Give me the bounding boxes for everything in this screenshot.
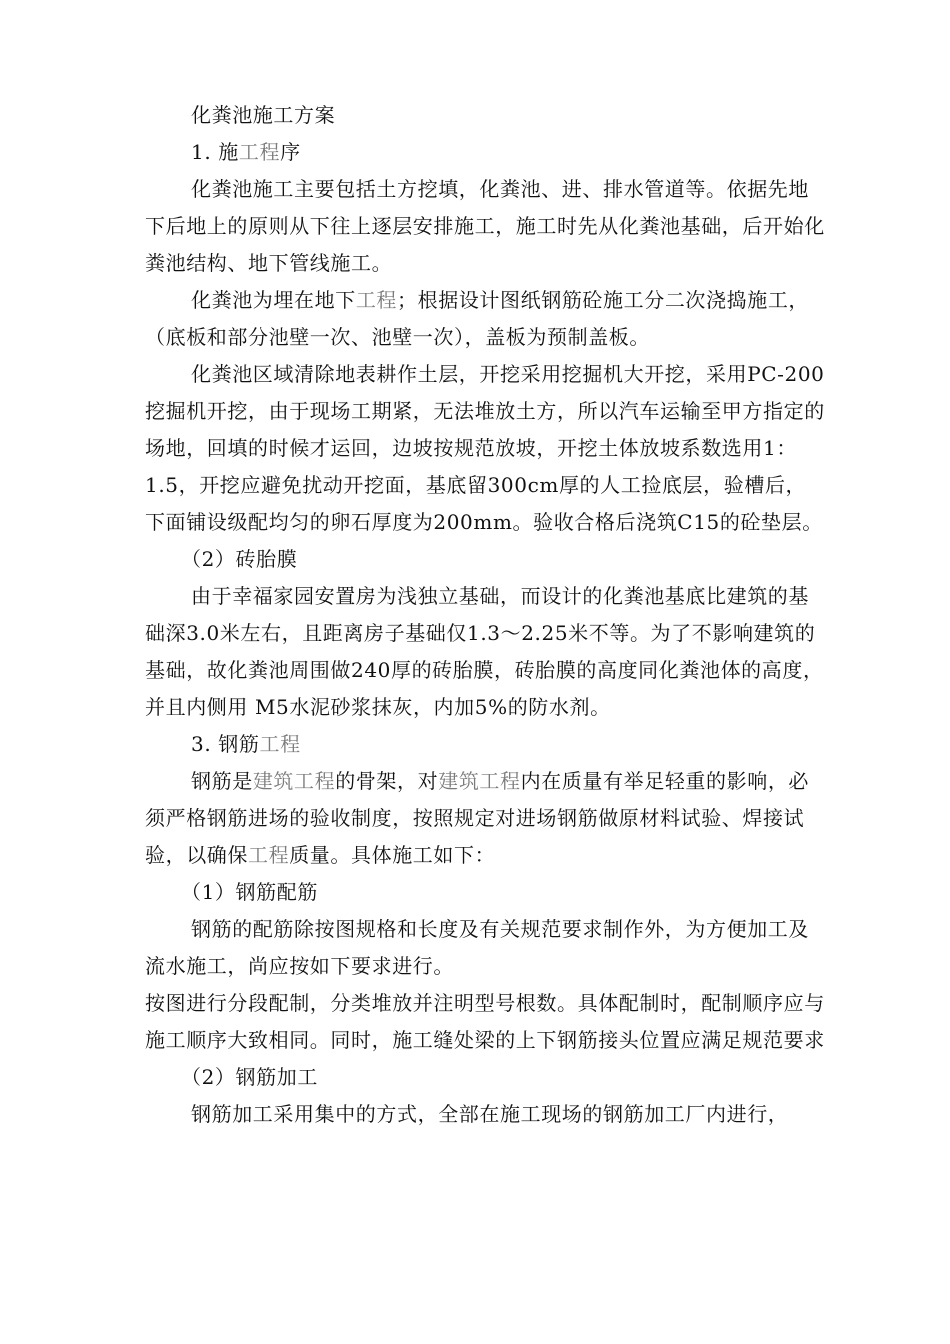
section-heading-rebar-works: 3. 钢筋工程 [191,732,301,756]
section-heading-rebar-configuration: （1）钢筋配筋 [181,880,318,904]
paragraph-brick-formwork: 由于幸福家园安置房为浅独立基础，而设计的化粪池基底比建筑的基础深3.0米左右，且距离房子基础仅1.3～2.25米不等。为了不影响建筑的基础，故化粪池周围做240厚的砖胎膜，砖胎膜的高度同化粪池体的高度，并且内侧用 M5水泥砂浆抹灰，内加5%的防水剂。 [145,584,824,719]
paragraph-rebar-processing: 钢筋加工采用集中的方式，全部在施工现场的钢筋加工厂内进行， [191,1102,789,1126]
section-heading-brick-formwork: （2）砖胎膜 [181,547,298,571]
keyword-link: 建筑工程 [438,769,521,793]
paragraph-rebar-intro: 钢筋是建筑工程的骨架，对建筑工程内在质量有举足轻重的影响，必须严格钢筋进场的验收制度，按照规定对进场钢筋做原材料试验、焊接试验，以确保工程质量。具体施工如下： [145,769,810,867]
document-title: 化粪池施工方案 [191,103,336,127]
paragraph-rebar-configuration: 钢筋的配筋除按图规格和长度及有关规范要求制作外，为方便加工及流水施工，尚应按如下要求进行。 [145,917,809,978]
paragraph-overview: 化粪池施工主要包括土方挖填，化粪池、进、排水管道等。依据先地下后地上的原则从下往上逐层安排施工，施工时先从化粪池基础，后开始化粪池结构、地下管线施工。 [145,177,825,275]
document-body [145,97,825,1133]
paragraph-excavation: 化粪池区域清除地表耕作土层，开挖采用挖掘机大开挖，采用PC-200挖掘机开挖，由于现场工期紧，无法堆放土方，所以汽车运输至甲方指定的场地，回填的时候才运回，边坡按规范放坡，开挖土体放坡系数选用1：1.5，开挖应避免扰动开挖面，基底留300cm厚的人工捡底层，验槽后，下面铺设级配均匀的卵石厚度为200mm。验收合格后浇筑C15的砼垫层。 [145,362,825,534]
keyword-link: 建筑工程 [252,769,336,793]
section-heading-rebar-processing: （2）钢筋加工 [181,1065,318,1089]
keyword-link: 工程 [238,140,281,164]
section-heading-construction-sequence: 1. 施工程序 [191,140,301,164]
keyword-link: 工程 [259,732,301,756]
paragraph-underground-works: 化粪池为埋在地下工程；根据设计图纸钢筋砼施工分二次浇捣施工，（底板和部分池壁一次、池壁一次），盖板为预制盖板。 [145,288,810,349]
keyword-link: 工程 [248,843,290,867]
keyword-link: 工程 [355,288,398,312]
paragraph-rebar-segmenting: 按图进行分段配制，分类堆放并注明型号根数。具体配制时，配制顺序应与施工顺序大致相同。同时，施工缝处梁的上下钢筋接头位置应满足规范要求 [145,991,825,1052]
